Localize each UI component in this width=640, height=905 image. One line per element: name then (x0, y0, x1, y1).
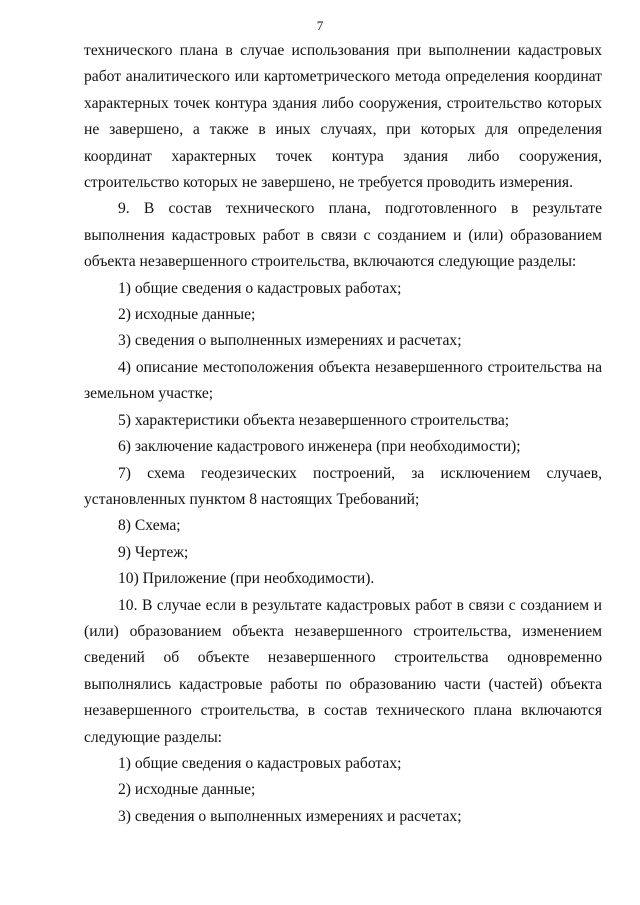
list-item: 8) Схема; (118, 517, 181, 535)
list-item: 1) общие сведения о кадастровых работах; (118, 279, 402, 297)
list-item: 3) сведения о выполненных измерениях и расчетах; (118, 807, 462, 825)
list-item: 5) характеристики объекта незавершенного строительства; (118, 411, 510, 429)
list-item: 2) исходные данные; (118, 306, 256, 324)
list-item: 3) сведения о выполненных измерениях и расчетах; (118, 332, 462, 350)
list-item: 6) заключение кадастрового инженера (при необходимости); (118, 438, 521, 456)
list-item: 9) Чертеж; (118, 543, 189, 561)
list-item: 10) Приложение (при необходимости). (118, 570, 375, 588)
paragraph-continuation: технического плана в случае использования при выполнении кадастровых работ аналитического или картометрического метода определения координат характерных точек контура здания либо сооружения, строительство которых не завершено, а также в иных случаях, при которых для определения координат характерных точек контура здания либо сооружения, строительство которых не завершено, не требуется проводить измерения. (84, 42, 602, 192)
list-item: 4) описание местоположения объекта незавершенного строительства на земельном участке; (84, 358, 602, 403)
document-body (84, 38, 602, 830)
paragraph-item-10: 10. В случае если в результате кадастровых работ в связи с созданием и (или) образованием объекта незавершенного строительства, изменением сведений об объекте незавершенного строительства одновременно выполнялись кадастровые работы по образованию части (частей) объекта незавершенного строительства, в состав технического плана включаются следующие разделы: (84, 596, 602, 746)
list-item: 7) схема геодезических построений, за исключением случаев, установленных пунктом 8 настоящих Требований; (84, 464, 602, 508)
page-number: 7 (316, 18, 324, 33)
list-item: 2) исходные данные; (118, 781, 256, 799)
list-item: 1) общие сведения о кадастровых работах; (118, 754, 402, 772)
paragraph-item-9: 9. В состав технического плана, подготовленного в результате выполнения кадастровых работ в связи с созданием и (или) образованием объекта незавершенного строительства, включаются следующие разделы: (84, 200, 602, 271)
